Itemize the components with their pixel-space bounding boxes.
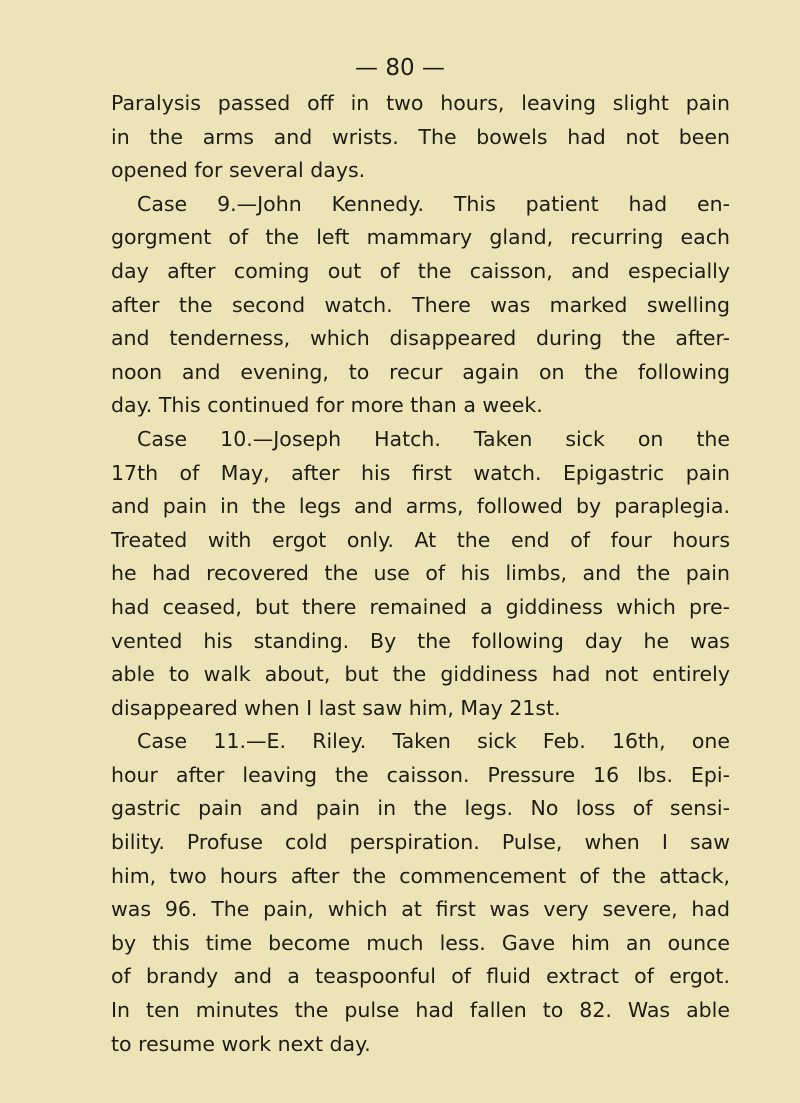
text-line: and tenderness, which disappeared during the after- (111, 326, 730, 351)
text-line: was 96. The pain, which at first was very severe, had (111, 897, 730, 922)
text-line: in the arms and wrists. The bowels had not been (111, 124, 730, 149)
page-number: — 80 — (355, 55, 445, 81)
text-line: hour after leaving the caisson. Pressure 16 lbs. Epi- (111, 762, 730, 787)
text-line: vented his standing. By the following day he was (111, 628, 730, 653)
text-line: Paralysis passed off in two hours, leaving slight pain (111, 91, 730, 115)
text-line: noon and evening, to recur again on the following (111, 359, 730, 384)
text-line: day after coming out of the caisson, and especially (111, 258, 730, 283)
text-line: able to walk about, but the giddiness had not entirely (111, 662, 730, 687)
text-line: after the second watch. There was marked swelling (111, 292, 730, 317)
text-line: he had recovered the use of his limbs, and the pain (111, 561, 730, 586)
text-line: Case 10.—Joseph Hatch. Taken sick on the (137, 426, 730, 451)
body-text (111, 87, 730, 1061)
text-line: of brandy and a teaspoonful of fluid extract of ergot. (111, 964, 730, 989)
text-line: disappeared when I last saw him, May 21st. (111, 695, 561, 720)
text-line: had ceased, but there remained a giddiness which pre- (111, 594, 730, 619)
text-line: by this time become much less. Gave him an ounce (111, 930, 730, 955)
text-line: 17th of May, after his first watch. Epigastric pain (111, 460, 730, 485)
text-line: Treated with ergot only. At the end of four hours (111, 527, 730, 552)
text-line: bility. Profuse cold perspiration. Pulse, when I saw (111, 830, 730, 855)
text-line: Case 9.—John Kennedy. This patient had en- (137, 191, 730, 216)
text-line: him, two hours after the commencement of the attack, (111, 863, 730, 888)
text-line: Case 11.—E. Riley. Taken sick Feb. 16th, one (137, 729, 730, 754)
text-line: to resume work next day. (111, 1031, 371, 1056)
text-line: opened for several days. (111, 158, 366, 183)
text-line: In ten minutes the pulse had fallen to 82. Was able (111, 998, 730, 1023)
text-line: and pain in the legs and arms, followed by paraplegia. (111, 494, 730, 519)
text-line: day. This continued for more than a week. (111, 393, 543, 418)
text-line: gastric pain and pain in the legs. No loss of sensi- (111, 796, 730, 821)
text-line: gorgment of the left mammary gland, recurring each (111, 225, 730, 250)
